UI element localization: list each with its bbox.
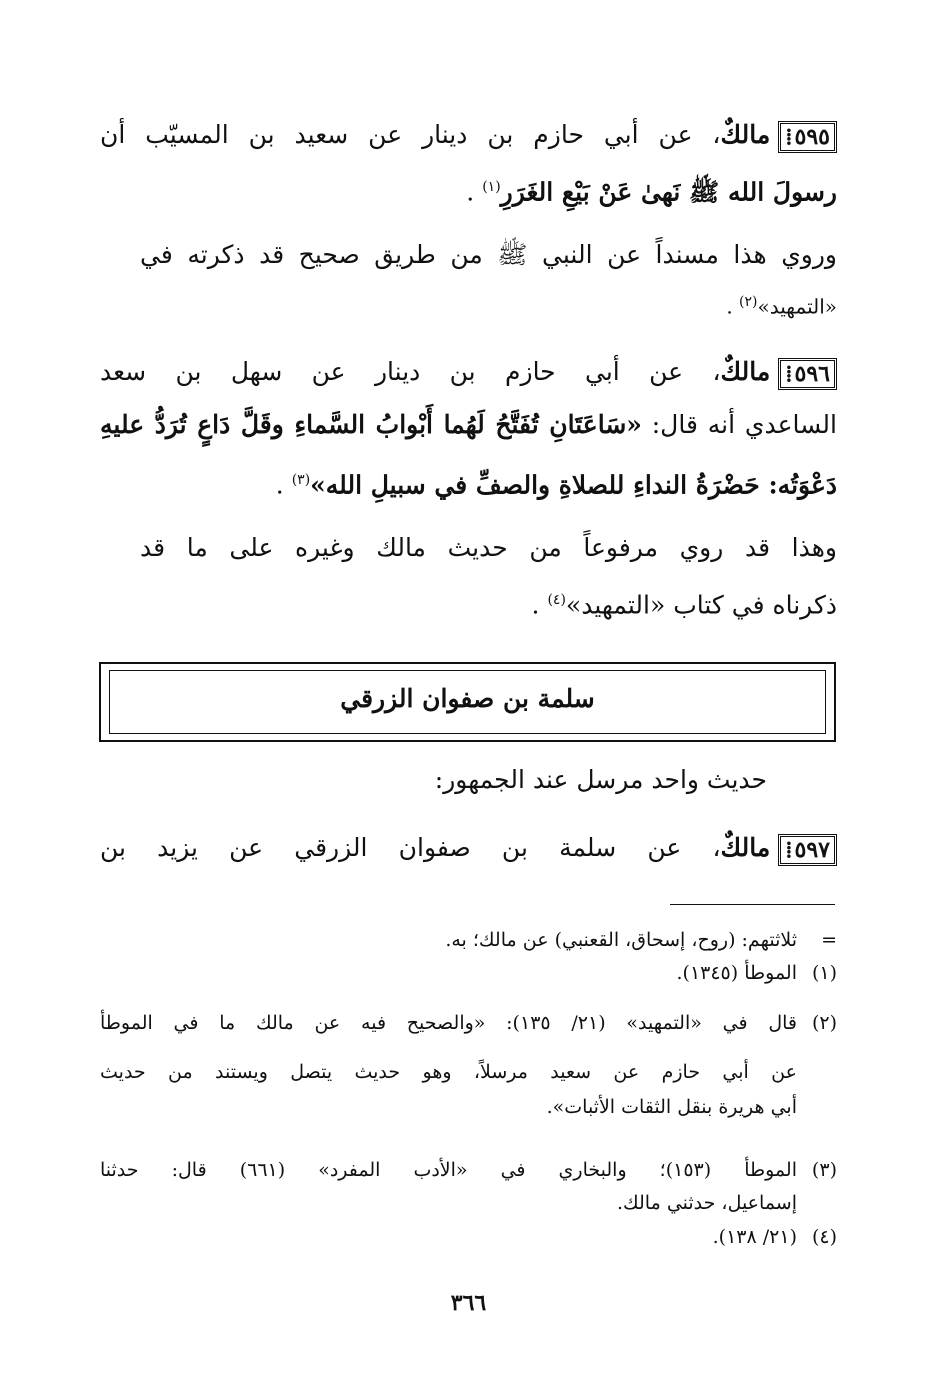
footnote-separator: [670, 904, 835, 905]
footnote-number: =: [821, 929, 837, 951]
hadith-number-badge: ٥٩٥ ⁞: [778, 121, 837, 153]
text: وهذا قد روي مرفوعاً من حديث مالك وغيره على ما قد: [140, 533, 837, 562]
hadith-596-line-2: [100, 405, 837, 445]
hadith-number-badge: ٥٩٧ ⁞: [778, 834, 837, 866]
text: ، عن سلمة بن صفوان الزرقي عن يزيد بن: [100, 833, 721, 862]
footnote-text: قال في «التمهيد» (٢١/ ١٣٥): «والصحيح فيه عن مالك ما في الموطأ: [100, 1012, 797, 1034]
footnote-4: [100, 1222, 837, 1252]
footnote-text: الموطأ (١٣٤٥).: [676, 962, 797, 984]
footnote-ref[interactable]: (٣): [291, 472, 311, 488]
footnote-3-line-2: إسماعيل، حدثني مالك.: [616, 1192, 797, 1214]
text: ذكرناه في كتاب «التمهيد»: [565, 590, 837, 620]
text: ، عن أبي حازم بن دينار عن سهل بن سعد: [100, 357, 721, 386]
text: ، عن أبي حازم بن دينار عن سعيد بن المسيّب أن: [100, 120, 721, 149]
footnote-ref[interactable]: (٤): [547, 592, 566, 608]
text: الساعدي أنه قال:: [651, 410, 837, 439]
footnote-ref[interactable]: (١): [482, 179, 501, 195]
footnote-2-line-3: أبي هريرة بنقل الثقات الأثبات».: [546, 1096, 797, 1118]
punct: .: [726, 294, 733, 319]
hadith-text: دَعْوَتُه: حَضْرَةُ النداءِ للصلاةِ والصفِّ في سبيلِ الله»: [310, 470, 837, 500]
section-title-box: [99, 662, 836, 742]
hadith-text: «سَاعَتَانِ تُفَتَّحُ لَهُما أَبْوابُ السَّماءِ وقَلَّ دَاعٍ تُرَدُّ عليهِ: [100, 410, 642, 439]
text: وروي هذا مسنداً عن النبي ﷺ من طريق صحيح قد ذكرته في: [140, 240, 837, 269]
section-intro: حديث واحد مرسل عند الجمهور:: [434, 765, 767, 794]
page-number: ٣٦٦: [450, 1290, 487, 1316]
narrator: مالكٌ: [720, 357, 771, 386]
footnote-number: (٣): [811, 1159, 837, 1181]
narrator: مالكٌ: [720, 833, 771, 862]
footnote-number: (١): [811, 962, 837, 984]
section-title: سلمة بن صفوان الزرقي: [340, 684, 595, 713]
comment-596-line-2: [100, 580, 837, 625]
footnote-3: [100, 1155, 837, 1185]
comment-595-line-2: [100, 282, 837, 327]
narrator: مالكٌ: [720, 120, 771, 149]
footnote-text: (٢١/ ١٣٨).: [712, 1226, 797, 1248]
hadith-595-line-2: [100, 167, 837, 212]
footnote-2-line-2: عن أبي حازم عن سعيد مرسلاً، وهو حديث يتصل ويستند من حديث: [100, 1061, 797, 1083]
footnote-number: (٢): [811, 1012, 837, 1034]
hadith-596-line-3: [100, 460, 837, 505]
hadith-596-line-1: [100, 352, 837, 392]
footnote-text: الموطأ (١٥٣)؛ والبخاري في «الأدب المفرد» (٦٦١) قال: حدثنا: [100, 1159, 797, 1181]
punct: .: [466, 177, 475, 207]
punct: .: [531, 590, 540, 620]
hadith-number-badge: ٥٩٦ ⁞: [778, 358, 837, 390]
text: «التمهيد»: [757, 294, 837, 319]
hadith-597-line-1: [100, 828, 837, 868]
hadith-text: رسولَ الله ﷺ نَهىٰ عَنْ بَيْعِ الغَرَرِ: [500, 177, 837, 207]
hadith-595-line-1: [100, 115, 837, 155]
punct: .: [275, 470, 284, 500]
footnote-1: [100, 958, 837, 988]
footnote-2: [100, 1008, 837, 1038]
footnote-number: (٤): [811, 1226, 837, 1248]
footnote-ref[interactable]: (٢): [739, 294, 758, 310]
footnote-text: ثلاثتهم: (روح، إسحاق، القعنبي) عن مالك؛ به.: [445, 929, 797, 951]
comment-595-line-1: [140, 235, 837, 275]
footnote-continued: [100, 925, 837, 955]
comment-596-line-1: [140, 528, 837, 568]
